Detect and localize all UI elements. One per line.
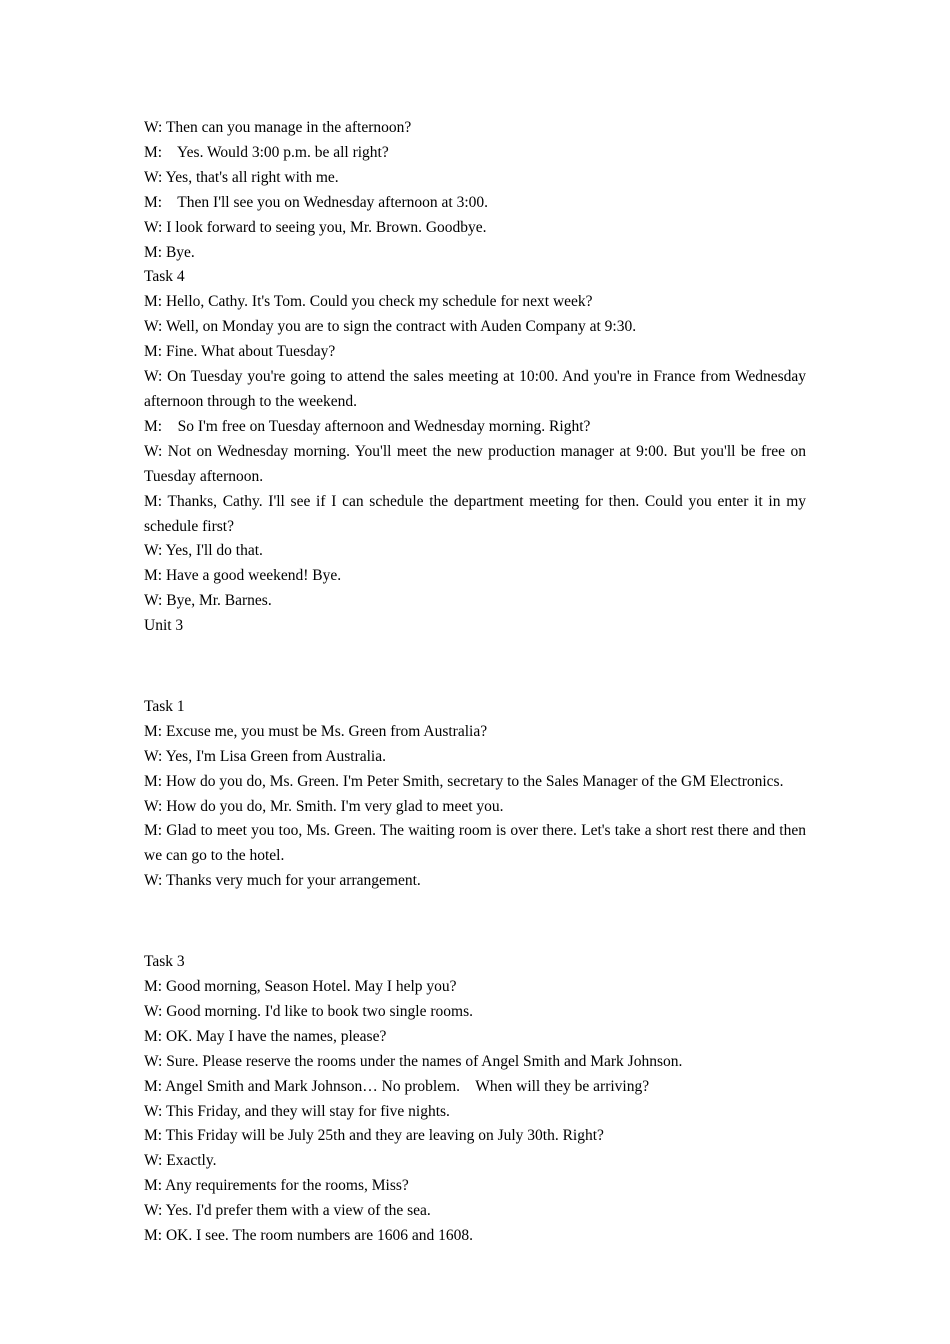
blank-line <box>144 910 806 935</box>
dialogue-line: W: Bye, Mr. Barnes. <box>144 592 272 610</box>
dialogue-line: M: OK. I see. The room numbers are 1606 and 1608. <box>144 1227 474 1245</box>
dialogue-line: W: Yes. I'd prefer them with a view of the sea. <box>144 1202 431 1220</box>
dialogue-line: M: Glad to meet you too, Ms. Green. The waiting room is over there. Let's take a short rest there and then we can go to the hotel. <box>144 822 810 865</box>
section-heading: Unit 3 <box>144 617 184 635</box>
dialogue-line: M: So I'm free on Tuesday afternoon and Wednesday morning. Right? <box>144 417 591 435</box>
dialogue-line: M: Then I'll see you on Wednesday afternoon at 3:00. <box>144 193 489 211</box>
dialogue-line: M: How do you do, Ms. Green. I'm Peter Smith, secretary to the Sales Manager of the GM Electronics. <box>144 772 784 790</box>
dialogue-line: M: Good morning, Season Hotel. May I help you? <box>144 977 457 995</box>
dialogue-line: M: Bye. <box>144 243 195 261</box>
dialogue-line: W: Good morning. I'd like to book two single rooms. <box>144 1002 473 1020</box>
dialogue-line: M: OK. May I have the names, please? <box>144 1027 387 1045</box>
dialogue-line: W: Thanks very much for your arrangement. <box>144 872 421 890</box>
section-heading: Task 1 <box>144 697 185 715</box>
dialogue-line: M: Any requirements for the rooms, Miss? <box>144 1177 409 1195</box>
dialogue-line: W: Yes, that's all right with me. <box>144 168 339 186</box>
dialogue-line: W: Well, on Monday you are to sign the contract with Auden Company at 9:30. <box>144 318 637 336</box>
dialogue-line: M: Hello, Cathy. It's Tom. Could you check my schedule for next week? <box>144 293 593 311</box>
section-heading: Task 4 <box>144 268 185 286</box>
section-heading: Task 3 <box>144 953 185 971</box>
dialogue-line: W: On Tuesday you're going to attend the sales meeting at 10:00. And you're in France from Wednesday afternoon through to the weekend. <box>144 368 810 410</box>
dialogue-line: W: Yes, I'll do that. <box>144 542 263 560</box>
blank-line <box>144 655 806 680</box>
dialogue-line: W: Then can you manage in the afternoon? <box>144 119 412 136</box>
dialogue-line: M: Thanks, Cathy. I'll see if I can schedule the department meeting for then. Could you enter it in my schedule first? <box>144 492 810 535</box>
dialogue-line: M: Excuse me, you must be Ms. Green from Australia? <box>144 722 488 740</box>
document-page <box>144 116 810 1249</box>
dialogue-line: W: This Friday, and they will stay for five nights. <box>144 1102 450 1120</box>
dialogue-line: M: Fine. What about Tuesday? <box>144 343 336 361</box>
dialogue-line: W: Yes, I'm Lisa Green from Australia. <box>144 747 386 765</box>
dialogue-line: W: Not on Wednesday morning. You'll meet the new production manager at 9:00. But you'll be free on Tuesday afternoon. <box>144 442 810 485</box>
dialogue-line: M: Have a good weekend! Bye. <box>144 567 342 585</box>
dialogue-line: M: Angel Smith and Mark Johnson… No problem. When will they be arriving? <box>144 1077 650 1095</box>
dialogue-line: W: Exactly. <box>144 1152 217 1170</box>
dialogue-line: M: This Friday will be July 25th and they are leaving on July 30th. Right? <box>144 1127 604 1145</box>
dialogue-line: M: Yes. Would 3:00 p.m. be all right? <box>144 143 389 161</box>
dialogue-line: W: Sure. Please reserve the rooms under the names of Angel Smith and Mark Johnson. <box>144 1052 683 1070</box>
dialogue-line: W: I look forward to seeing you, Mr. Brown. Goodbye. <box>144 218 487 236</box>
dialogue-line: W: How do you do, Mr. Smith. I'm very glad to meet you. <box>144 797 504 815</box>
